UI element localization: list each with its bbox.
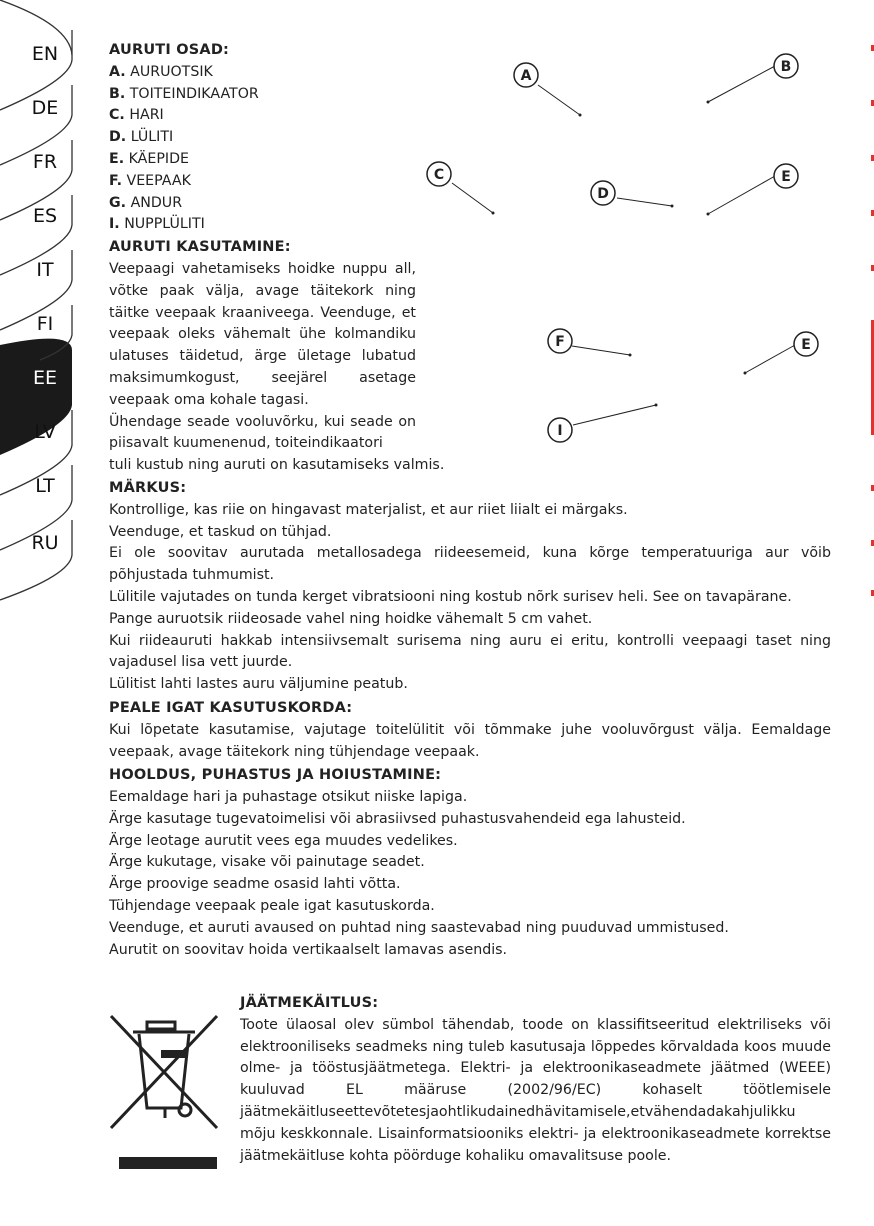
callout-f: F — [555, 334, 565, 350]
callout-b: B — [780, 59, 792, 75]
disposal-section — [240, 993, 831, 1167]
note-line: Ei ole soovitav aurutada metallosadega riideesemeid, kuna kõrge temperatuuriga aur võib põhjustada tuhmumist. — [109, 545, 831, 584]
tab-de[interactable]: DE — [31, 97, 59, 119]
tab-lv[interactable]: LV — [34, 421, 56, 443]
usage-paragraph: Veepaagi vahetamiseks hoidke nuppu all, võtke paak välja, avage täitekork ning täitke veepaak kraaniveega. Veenduge, et veepaak oleks vähemalt ühe kolmandiku ulatuses täidetud, ärge ületage lubatud maksimumkogust, seejärel asetage veepaak oma kohale tagasi. — [109, 260, 416, 408]
care-line: Ärge proovige seadme osasid lahti võtta. — [109, 876, 401, 893]
tab-ru[interactable]: RU — [31, 532, 59, 554]
list-item: E. KÄEPIDE — [109, 150, 189, 167]
care-line: Eemaldage hari ja puhastage otsikut niiske lapiga. — [109, 789, 468, 806]
care-line: Ärge kasutage tugevatoimelisi või abrasiivsed puhastusvahendeid ega lahusteid. — [109, 810, 686, 827]
callout-e: E — [781, 169, 791, 185]
tab-ee[interactable]: EE — [32, 367, 57, 389]
list-item: G. ANDUR — [109, 194, 183, 211]
list-item: A. AURUOTSIK — [109, 63, 213, 80]
language-tabs — [0, 0, 80, 620]
care-line: Ärge kukutage, visake või painutage seadet. — [109, 854, 425, 871]
tab-fi[interactable]: FI — [36, 313, 54, 335]
tab-it[interactable]: IT — [36, 259, 54, 281]
notes-heading: MÄRKUS: — [109, 479, 187, 496]
note-line: Kontrollige, kas riie on hingavast materjalist, et aur riiet liialt ei märgaks. — [109, 501, 628, 518]
list-item: D. LÜLITI — [109, 129, 174, 146]
care-heading: HOOLDUS, PUHASTUS JA HOIUSTAMINE: — [109, 767, 442, 784]
after-use-heading: PEALE IGAT KASUTUSKORDA: — [109, 699, 353, 716]
tab-es[interactable]: ES — [32, 205, 58, 227]
note-line: Lülitist lahti lastes auru väljumine peatub. — [109, 676, 408, 693]
care-line: Veenduge, et auruti avaused on puhtad ning saastevabad ning puuduvad ummistused. — [109, 919, 729, 936]
after-use-text: Kui lõpetate kasutamise, vajutage toitelülitit või tõmmake juhe vooluvõrgust välja. Eemaldage veepaak, avage täitekork ning tühjendage veepaak. — [109, 721, 831, 760]
callout-a: A — [520, 68, 532, 84]
care-line: Tühjendage veepaak peale igat kasutuskorda. — [109, 898, 435, 915]
usage-paragraph-2: Ühendage seade vooluvõrku, kui seade on piisavalt kuumenenud, toiteindikaatori — [109, 413, 416, 452]
list-item: I. NUPPLÜLITI — [109, 216, 205, 233]
note-line: Kui riideauruti hakkab intensiivsemalt surisema ning auru ei eritu, kontrolli veepaagi taset ning vajadusel lisa vett juurde. — [109, 632, 831, 671]
tab-outlines — [0, 0, 80, 620]
parts-heading: AURUTI OSAD: — [109, 42, 230, 58]
callout-i: I — [557, 423, 563, 439]
note-line: Veenduge, et taskud on tühjad. — [109, 523, 332, 540]
parts-list — [109, 62, 831, 236]
note-line: Lülitile vajutades on tunda kerget vibratsiooni ning kostub nõrk surisev heli. See on tavapärane. — [109, 588, 792, 605]
disposal-heading: JÄÄTMEKÄITLUS: — [240, 995, 379, 1011]
care-line: Aurutit on soovitav hoida vertikaalselt lamavas asendis. — [109, 941, 508, 958]
tab-en[interactable]: EN — [31, 43, 59, 65]
care-line: Ärge leotage aurutit vees ega muudes vedelikes. — [109, 832, 458, 849]
callout-e2: E — [801, 337, 811, 353]
usage-paragraph-2-end: tuli kustub ning auruti on kasutamiseks valmis. — [109, 457, 445, 474]
callout-c: C — [433, 167, 445, 183]
tab-lt[interactable]: LT — [35, 475, 55, 497]
list-item: B. TOITEINDIKAATOR — [109, 85, 259, 102]
list-item: F. VEEPAAK — [109, 172, 191, 189]
disposal-text: Toote ülaosal olev sümbol tähendab, toode on klassifitseeritud elektriliseks või elektrooniliseks seadmeks ning tuleb kasutusaja lõppedes kõrvaldada koos muude olme- ja tööstusjäätmetega. Elektri- ja elektroonikaseadmete jäätmed (WEEE) kuuluvad EL määruse (2002/96/EC) kohaselt töötlemisele jäätmekäitluseettevõtetesjaohtlikudainedhävitamisele,etvähendadakahjulikku mõju keskkonnale. Lisainformatsiooniks elektri- ja elektroonikaseadmete korrektse jäätmekäitluse kohta pöörduge kohaliku omavalitsuse poole. — [240, 1016, 831, 1164]
main-content — [109, 40, 831, 961]
note-line: Pange auruotsik riideosade vahel ning hoidke vähemalt 5 cm vahet. — [109, 610, 593, 627]
tab-fr[interactable]: FR — [32, 151, 58, 173]
weee-bin-icon — [109, 1010, 221, 1170]
callout-d: D — [597, 186, 609, 202]
list-item: C. HARI — [109, 107, 164, 124]
usage-heading: AURUTI KASUTAMINE: — [109, 239, 291, 256]
